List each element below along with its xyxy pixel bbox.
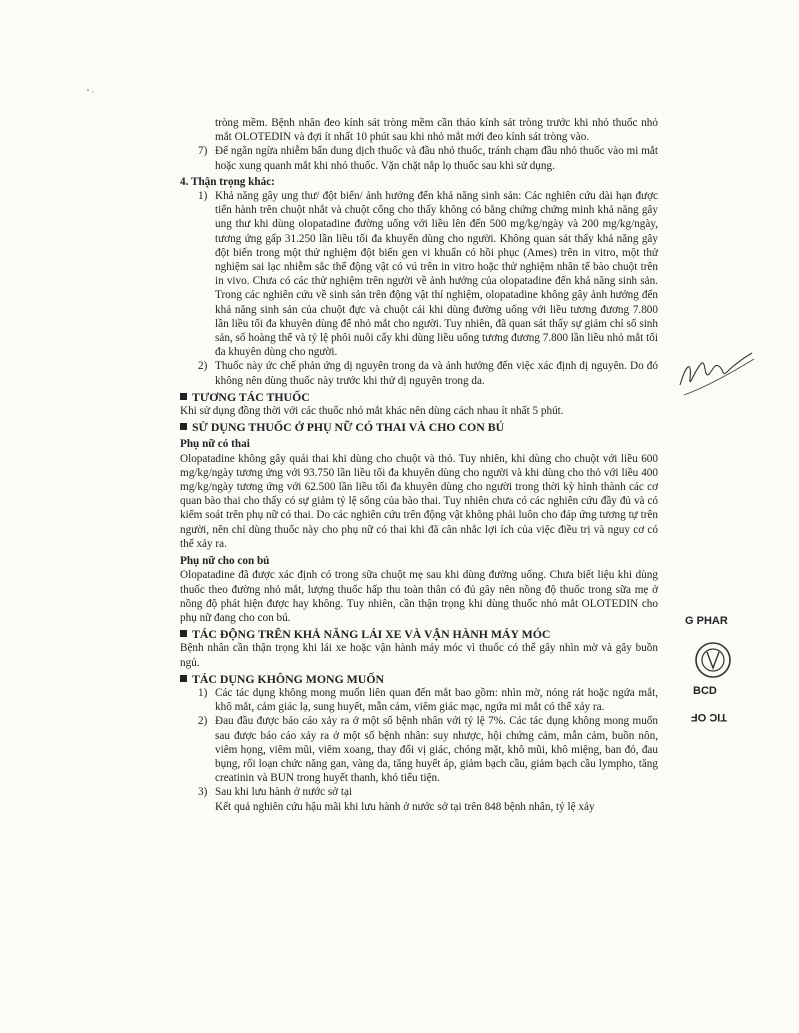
scan-mark [86,88,96,94]
square-bullet-icon [180,393,187,400]
heading-driving: TÁC ĐỘNG TRÊN KHẢ NĂNG LÁI XE VÀ VẬN HÀNH MÁY MÓC [180,627,658,641]
heading-pregnant-women: Phụ nữ có thai [180,438,250,451]
heading-pregnancy: SỬ DỤNG THUỐC Ở PHỤ NỮ CÓ THAI VÀ CHO CON BÚ [180,420,658,434]
svg-text:TIC OF: TIC OF [690,711,727,723]
square-bullet-icon [180,675,187,682]
heading-adverse-effects: TÁC DỤNG KHÔNG MONG MUỐN [180,672,658,686]
paragraph-postmarketing: Kết quả nghiên cứu hậu mãi khi lưu hành ở nước sở tại trên 848 bệnh nhân, tỷ lệ xảy [215,800,595,813]
svg-text:BCD: BCD [693,685,717,697]
list-item-7: 7) Để ngăn ngừa nhiễm bẩn dung dịch thuốc và đầu nhỏ thuốc, tránh chạm đầu nhỏ thuốc vào mi mắt hoặc xung quanh mắt khi nhỏ thuốc. Vặn chặt nắp lọ thuốc sau khi sử dụng. [198,145,658,172]
list-item-carcinogenesis: 1) Khả năng gây ung thư/ đột biến/ ảnh hưởng đến khả năng sinh sản: Các nghiên cứu dài hạn được tiến hành trên chuột nhắt và chuột cống cho thấy không có bằng chứng chứng minh khả năng gây ung thư khi dùng olopatadine đường uống với liều lên đến 500 mg/kg/ngày và 200 mg/kg/ngày, tương ứng gấp 31.250 lần liều tối đa khuyến dùng cho người. Không quan sát thấy khả năng gây đột biến trong một thử nghiệm đột biến gen vi khuẩn có hồi phục (Ames) trên in vitro, một thử nghiệm sai lạc nhiễm sắc thể động vật có vú trên in vitro hoặc thử nghiệm nhân tế bào chuột trên in vivo. Chưa có các thử nghiệm trên người về ảnh hưởng của olopatadine đến khả năng sinh sản. Trong các nghiên cứu về sinh sản trên động vật thí nghiệm, olopatadine không gây ảnh hưởng đến khả năng sinh sản của chuột đực và chuột cái khi dùng đường uống với liều tương đương 7.800 lần liều tối đa khuyên dùng để nhỏ mắt cho người. Tuy nhiên, đã quan sát thấy sự giảm chỉ số sinh sản, số hoàng thể và tỷ lệ phôi nuôi cấy khi dùng liều uống tương đương 7.800 lần liều nhỏ mắt tối đa khuyên dùng cho người. [198,190,658,359]
square-bullet-icon [180,630,187,637]
handwritten-signature [676,345,756,405]
square-bullet-icon [180,423,187,430]
heading-other-precautions: 4. Thận trọng khác: [180,175,275,188]
paragraph-driving: Bệnh nhân cần thận trọng khi lái xe hoặc vận hành máy móc vì thuốc có thể gây nhìn mờ và gây buồn ngủ. [180,642,658,669]
document-body [180,116,658,814]
paragraph-contact-lens: tròng mềm. Bệnh nhân đeo kính sát tròng mềm cần tháo kính sát tròng trước khi nhỏ thuốc nhỏ mắt OLOTEDIN và đợi ít nhất 10 phút sau khi nhỏ mắt mới đeo kính sát tròng vào. [215,117,658,144]
paragraph-pregnant-women: Olopatadine không gây quái thai khi dùng cho chuột và thỏ. Tuy nhiên, khi dùng cho chuột với liều 600 mg/kg/ngày tương ứng với 93.750 lần liều tối đa khuyên dùng cho người và khi dùng cho thỏ với liều 400 mg/kg/ngày tương ứng với 62.500 lần liều tối đa khuyên dùng cho người trong thời kỳ hình thành các cơ quan bào thai cho thấy có sự giảm tỷ lệ sống của bào thai. Tuy nhiên chưa có các nghiên cứu đầy đủ và có kiểm soát trên phụ nữ có thai. Do các nghiên cứu trên động vật không phải luôn cho đáp ứng tương tự trên người, nên chỉ dùng thuốc này cho phụ nữ có thai khi đã cân nhắc lợi ích của việc điều trị và nguy cơ có thể xảy ra. [180,452,658,550]
list-item-eye-effects: 1) Các tác dụng không mong muốn liên quan đến mắt bao gồm: nhìn mờ, nóng rát hoặc ngứa mắt, khô mắt, cảm giác lạ, sung huyết, mẫn cảm, viêm giác mạc, ngứa mi mắt có thể xảy ra. [198,686,658,714]
list-item-allergen-test: 2) Thuốc này ức chế phản ứng dị nguyên trong da và ảnh hưởng đến việc xác định dị nguyên. Do đó không nên dùng thuốc này trước khi thử dị nguyên trong da. [198,360,658,387]
heading-interactions: TƯƠNG TÁC THUỐC [180,390,658,404]
paragraph-lactation: Olopatadine đã được xác định có trong sữa chuột mẹ sau khi dùng đường uống. Chưa biết liệu khi dùng thuốc theo đường nhỏ mắt, lượng thuốc hấp thu toàn thân có đủ gây nên nồng độ thuốc trong sữa mẹ ở nồng độ phát hiện được hay không. Tuy nhiên, cần thận trọng khi dùng thuốc nhỏ mắt OLOTEDIN cho phụ nữ đang cho con bú. [180,569,658,624]
heading-lactation: Phụ nữ cho con bú [180,555,270,568]
company-stamp [683,614,739,734]
svg-text:G PHAR: G PHAR [685,615,728,627]
paragraph-interactions: Khi sử dụng đồng thời với các thuốc nhỏ mắt khác nên dùng cách nhau ít nhất 5 phút. [180,405,564,418]
list-item-postmarketing: 3) Sau khi lưu hành ở nước sở tại [198,786,353,799]
list-item-headache: 2) Đau đầu được báo cáo xảy ra ở một số bệnh nhân với tỷ lệ 7%. Các tác dụng không mong muốn sau được báo cáo xảy ra ở một số bệnh nhân: suy nhược, hội chứng cảm, mẫn cảm, buồn nôn, viêm họng, viêm mũi, viêm xoang, thay đổi vị giác, chóng mặt, khô mũi, khô miệng, ban đỏ, đau bụng, rối loạn chức năng gan, vàng da, tăng huyết áp, giảm bạch cầu, giảm bạch cầu lympho, tăng creatinin và BUN trong huyết thanh, khó tiểu tiện. [198,715,658,785]
